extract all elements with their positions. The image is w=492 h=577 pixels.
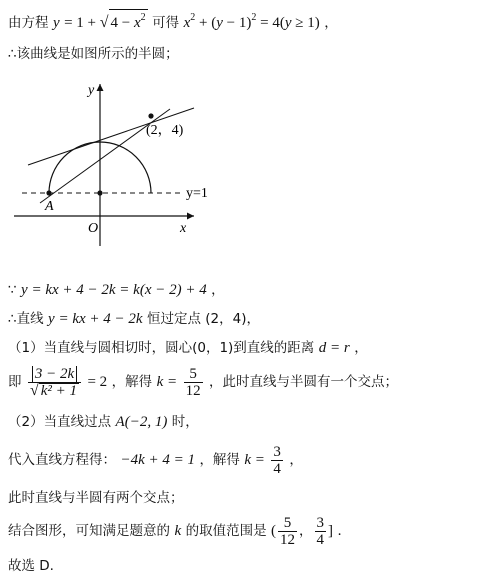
range-fraction-1 [278,515,297,548]
line-8-math: −4k + 4 = 1 [120,452,195,468]
range-fraction-2-num: 3 [316,514,325,531]
y-axis-label: y [88,83,95,98]
line-2: ∴该曲线是如图所示的半圆； [8,46,179,62]
distance-numerator: 3 − 2k [32,366,77,382]
line-8-text-a: 代入直线方程得： [8,452,116,468]
line-10-text-a: 结合图形，可知满足题意的 [8,523,170,539]
range-fraction-2-den: 4 [316,531,325,548]
point-2-4 [148,113,153,118]
line-8-text-c: ， [289,452,303,468]
line-6-text-b: ，解得 [111,374,153,390]
point-a-label: A [45,199,54,214]
circle-equation: $x^2 + (y - 1)^2 = 4(y \ge 1)$ [183,12,320,31]
line-4-text-a: ∴直线 [8,311,44,327]
line-1-text-b: 可得 [152,15,180,31]
line-5-math: d = r [318,340,350,356]
because-symbol: ∵ [8,282,17,298]
equation-eq: = 1 + [64,15,100,31]
point-a [46,190,51,195]
k-fraction-1 [184,366,203,399]
line-6-text-c: ，此时直线与半圆有一个交点； [209,374,399,390]
sqrt-symbol: √ $4 - x^2$ [100,15,148,31]
distance-denominator: k² + 1 [40,382,78,399]
k-fraction-2 [271,444,283,477]
line-10-text-b: 的取值范围是 [185,523,267,539]
line-1 [8,9,338,32]
distance-fraction: $\frac{3 - 2k}{\text{√ k² + 1}}$ [28,366,81,399]
range-fraction-2 [315,515,327,548]
range-open: ( [271,523,277,539]
point-center [97,190,102,195]
line-6-eq: = 2 [87,374,108,390]
line-7-math: A(−2, 1) [115,414,168,430]
line-5-text-a: （1）当直线与圆相切时，圆心(0，1)到直线的距离 [8,340,315,356]
k-fraction-2-num: 3 [273,443,281,460]
point-label: (2，4) [146,123,184,138]
line-7-text-b: 时， [171,414,199,430]
line-8-text-b: ，解得 [199,452,240,468]
line-10 [8,511,351,551]
k-fraction-1-den: 12 [185,382,201,399]
line-3-end: ， [211,282,225,298]
origin-label: O [88,221,99,236]
line-8-k: k = [244,452,265,468]
line-3 [8,281,225,299]
line-10-k: k [174,523,182,539]
line-10-end: ． [337,523,351,539]
line-5 [8,339,368,357]
line-9: 此时直线与半圆有两个交点； [8,490,184,506]
line-8 [8,440,303,480]
range-separator: ， [299,523,313,539]
line-3-math: y = kx + 4 − 2k = k(x − 2) + 4 [21,282,207,298]
line-4 [8,310,260,328]
semicircle-figure [14,78,214,248]
line-1-text-a: 由方程 [8,15,49,31]
line-6-k: k = [156,374,178,390]
equation-y: y [52,15,60,31]
line-4-text-b: 恒过定点 (2，4)， [147,311,261,327]
line-7 [8,413,199,431]
k-fraction-2-den: 4 [273,460,281,477]
line-7-text-a: （2）当直线过点 [8,414,112,430]
line-6-text-a: 即 [8,374,22,390]
line-6 [8,362,398,402]
line-5-text-b: ， [354,340,368,356]
range-fraction-1-num: 5 [278,515,297,532]
range-close: ] [328,523,334,539]
x-axis-label: x [180,221,187,236]
line-11: 故选 D. [8,558,54,574]
k-fraction-1-num: 5 [184,366,203,383]
range-fraction-1-den: 12 [280,531,296,548]
line-1-text-c: ， [324,15,338,31]
line-4-math: y = kx + 4 − 2k [48,311,143,327]
y1-label: y=1 [186,186,208,201]
